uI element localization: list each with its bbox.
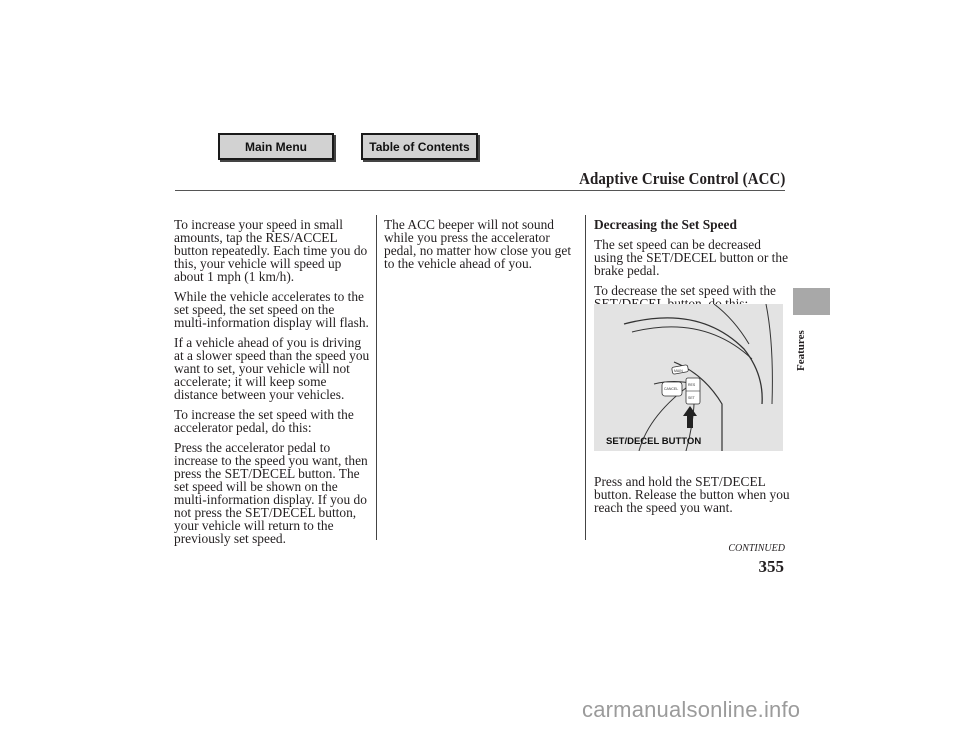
section-heading: Decreasing the Set Speed xyxy=(594,217,737,232)
watermark: carmanualsonline.info xyxy=(582,697,801,722)
main-menu-button[interactable]: Main Menu xyxy=(218,133,334,160)
paragraph: To decrease the set speed with the xyxy=(594,283,776,298)
steering-wheel-icon xyxy=(594,304,783,451)
section-tab xyxy=(793,288,830,315)
cancel-label: CANCEL xyxy=(664,387,679,391)
table-of-contents-button[interactable]: Table of Contents xyxy=(361,133,478,160)
paragraph: While the vehicle accelerates to the set speed, the set speed on the multi-information display will flash. xyxy=(174,289,369,330)
figure-caption: SET/DECEL BUTTON xyxy=(606,436,702,447)
paragraph: The set speed can be decreased using the SET/DECEL button or the brake pedal. xyxy=(594,237,789,278)
set-label: SET xyxy=(688,396,695,400)
steering-wheel-illustration xyxy=(594,304,783,451)
page-number: 355 xyxy=(758,557,784,576)
section-side-label xyxy=(793,315,817,375)
paragraph: To increase the set speed with the accelerator pedal, do this: xyxy=(174,407,354,435)
paragraph: If a vehicle ahead of you is driving at a slower speed than the speed you want to set, your vehicle will not accelerate; it will keep some distance between your vehicles. xyxy=(174,335,370,402)
res-label: RES xyxy=(688,383,696,387)
paragraph: Press and hold the SET/DECEL button. Release the button when you reach the speed you want. xyxy=(594,474,790,515)
pointer-arrow-icon xyxy=(683,406,697,428)
column-1 xyxy=(174,218,370,552)
main-label: MAIN xyxy=(674,369,683,373)
title-divider xyxy=(175,190,785,191)
paragraph: To increase your speed in small amounts, tap the RES/ACCEL button repeatedly. Each time you do this, your vehicle will speed up about 1 mph (1 km/h). xyxy=(174,217,368,284)
page-title: Adaptive Cruise Control (ACC) xyxy=(578,169,785,188)
column-divider xyxy=(376,215,377,540)
paragraph: The ACC beeper will not sound while you press the accelerator pedal, no matter how close you get to the vehicle ahead of you. xyxy=(384,217,572,271)
column-2 xyxy=(384,218,580,277)
continued-label: CONTINUED xyxy=(728,543,785,554)
column-divider xyxy=(585,215,586,540)
section-label-text: Features xyxy=(795,330,807,371)
paragraph: Press the accelerator pedal to increase to the speed you want, then press the SET/DECEL button. The set speed will be shown on the multi-information display. If you do not press the SET/DECEL button, your vehicle will return to the previously set speed. xyxy=(174,440,368,546)
